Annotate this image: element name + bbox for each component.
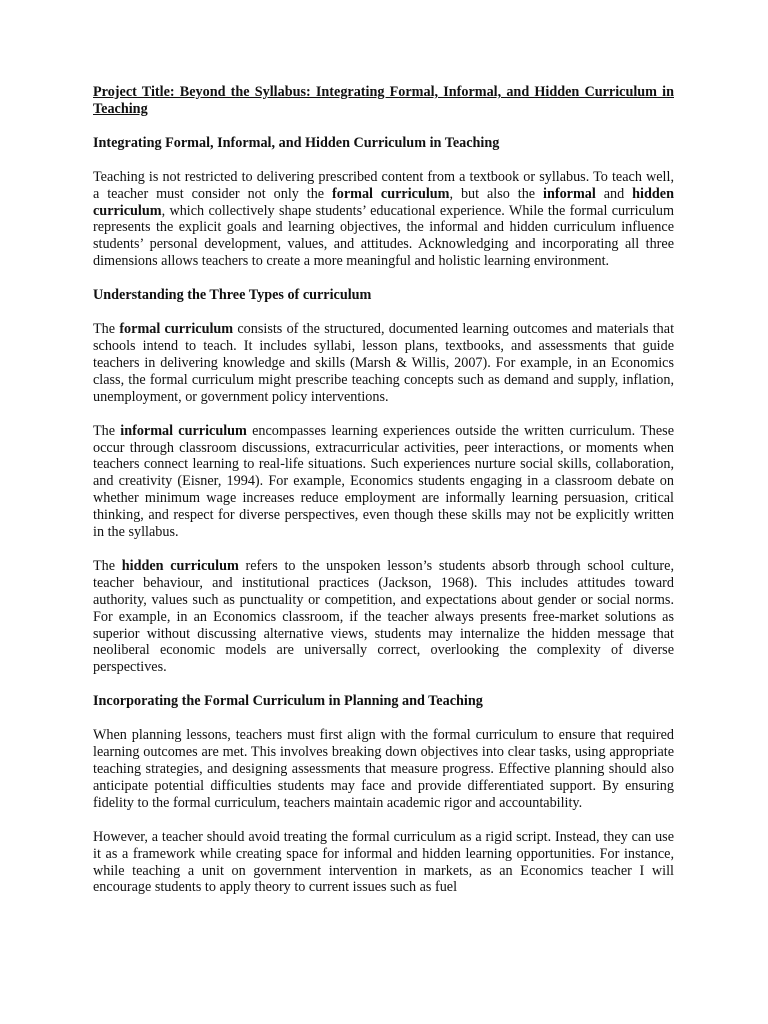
text-run: Teaching is not restricted to delivering prescribed content from a textbook or syllabus. To teach well, a teacher must consider not only the: [93, 168, 674, 202]
text-run: and: [595, 185, 633, 202]
bold-term: hidden curriculum: [121, 557, 239, 574]
project-title: Project Title: Beyond the Syllabus: Integrating Formal, Informal, and Hidden Curriculum in Teaching: [93, 84, 674, 117]
bold-term: formal curriculum: [332, 185, 450, 202]
text-run: The: [93, 422, 121, 439]
paragraph-formal: [93, 321, 674, 406]
text-run: The: [93, 321, 120, 338]
paragraph-framework: However, a teacher should avoid treating the formal curriculum as a rigid script. Instead, they can use it as a framework while creating space for informal and hidden learning opportunities. For instance, while teaching a unit on government intervention in markets, as an Economics teacher I will encourage students to apply theory to current issues such as fuel: [93, 828, 674, 896]
bold-term: hidden curriculum: [93, 185, 674, 219]
document-page: [93, 84, 674, 913]
paragraph-informal: [93, 423, 674, 541]
text-run: refers to the unspoken lesson’s students absorb through school culture, teacher behaviour, and institutional practices (Jackson, 1968). This includes attitudes toward authority, values such as punctuality or competition, and expectations about gender or social norms. For example, in an Economics classroom, if the teacher always presents free-market solutions as superior without discussing alternative views, students may internalize the hidden message that neoliberal economic models are universally correct, overlooking the complexity of diverse perspectives.: [93, 557, 674, 676]
bold-term: informal curriculum: [120, 422, 247, 439]
text-run: consists of the structured, documented learning outcomes and materials that schools intend to teach. It includes syllabi, lesson plans, textbooks, and assessments that guide teachers in delivering knowledge and skills (Marsh & Willis, 2007). For example, in an Economics class, the formal curriculum might prescribe teaching concepts such as demand and supply, inflation, unemployment, or government policy interventions.: [93, 321, 675, 405]
text-run: The: [93, 557, 122, 574]
text-run: encompasses learning experiences outside the written curriculum. These occur through classroom discussions, extracurricular activities, peer interactions, or moments when teachers connect learning to real-life situations. Such experiences nurture social skills, collaboration, and creativity (Eisner, 1994). For example, Economics students engaging in a classroom debate on whether minimum wage increases reduce employment are informally learning persuasion, critical thinking, and respect for diverse perspectives, even though these skills may not be explicitly written in the syllabus.: [93, 422, 674, 541]
section-heading-three-types: Understanding the Three Types of curriculum: [93, 287, 372, 304]
paragraph-hidden: [93, 558, 674, 676]
text-run: , which collectively shape students’ educational experience. While the formal curriculum represents the explicit goals and learning objectives, the informal and hidden curriculum influence students’ personal development, values, and attitudes. Acknowledging and incorporating all three dimensions allows teachers to create a more meaningful and holistic learning environment.: [93, 202, 674, 270]
bold-term: formal curriculum: [119, 321, 234, 338]
paragraph-planning: When planning lessons, teachers must first align with the formal curriculum to ensure that required learning outcomes are met. This involves breaking down objectives into clear tasks, using appropriate teaching strategies, and designing assessments that measure progress. Effective planning should also anticipate potential difficulties students may face and provide differentiated support. By ensuring fidelity to the formal curriculum, teachers maintain academic rigor and accountability.: [93, 727, 674, 811]
section-heading-incorporating: Incorporating the Formal Curriculum in Planning and Teaching: [93, 693, 483, 710]
section-heading-integrating: Integrating Formal, Informal, and Hidden Curriculum in Teaching: [93, 134, 500, 151]
bold-term: informal: [543, 185, 596, 202]
text-run: , but also the: [449, 185, 544, 202]
paragraph-intro: [93, 169, 674, 270]
